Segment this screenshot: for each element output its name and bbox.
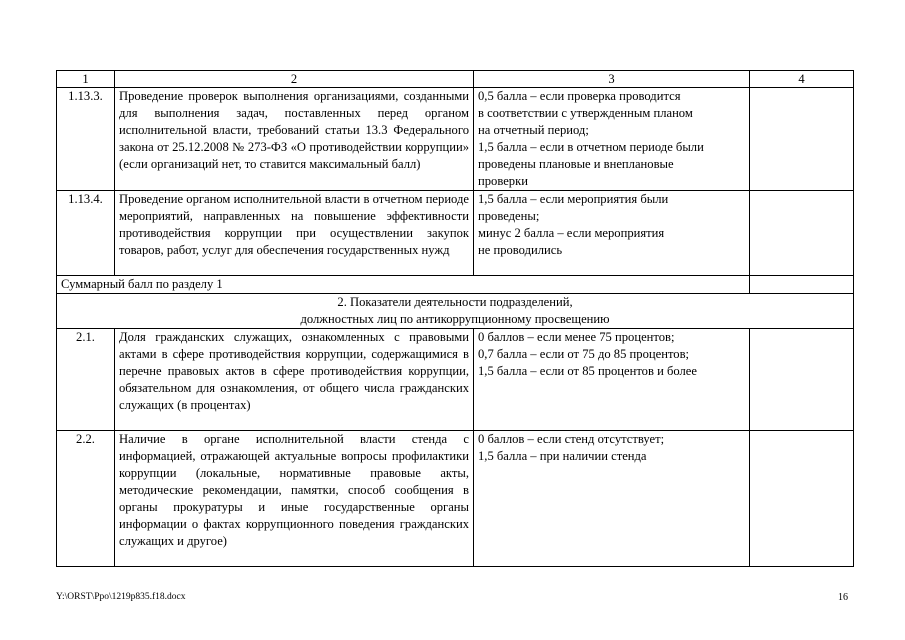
score-line: 0,7 балла – если от 75 до 85 процентов; xyxy=(478,347,690,361)
score-criteria xyxy=(474,329,750,431)
score-line: не проводились xyxy=(478,243,563,257)
summary-value-cell xyxy=(750,276,854,294)
indicator-description: Проведение проверок выполнения организациями, созданными для выполнения задач, поставленных перед органом исполнительной власти, требований статьи 13.3 Федерального закона от 25.12.2008 № 273-ФЗ «О противодействии коррупции» (если организаций нет, то ставится максимальный балл) xyxy=(115,88,474,191)
score-line: 0,5 балла – если проверка проводится xyxy=(478,89,681,103)
document-file-path: Y:\ORST\Ppo\1219p835.f18.docx xyxy=(56,592,186,602)
scoring-table xyxy=(56,70,854,567)
score-line: 1,5 балла – если от 85 процентов и более xyxy=(478,364,697,378)
summary-label: Суммарный балл по разделу 1 xyxy=(57,276,750,294)
score-criteria xyxy=(474,191,750,276)
section-heading-line: должностных лиц по антикоррупционному просвещению xyxy=(300,312,610,326)
score-line: 1,5 балла – при наличии стенда xyxy=(478,449,647,463)
score-value-cell xyxy=(750,431,854,567)
score-value-cell xyxy=(750,329,854,431)
score-criteria xyxy=(474,88,750,191)
score-line: в соответствии с утвержденным планом xyxy=(478,106,693,120)
table-row xyxy=(57,191,854,276)
score-line: проведены; xyxy=(478,209,540,223)
table-row xyxy=(57,329,854,431)
row-number: 1.13.4. xyxy=(57,191,115,276)
header-col-4: 4 xyxy=(750,71,854,88)
page-number: 16 xyxy=(838,592,848,603)
summary-row xyxy=(57,276,854,294)
score-line: 0 баллов – если стенд отсутствует; xyxy=(478,432,665,446)
score-line: на отчетный период; xyxy=(478,123,589,137)
table-row xyxy=(57,88,854,191)
score-value-cell xyxy=(750,191,854,276)
header-col-2: 2 xyxy=(115,71,474,88)
score-line: проверки xyxy=(478,174,528,188)
score-criteria xyxy=(474,431,750,567)
table-header-row xyxy=(57,71,854,88)
score-line: 0 баллов – если менее 75 процентов; xyxy=(478,330,675,344)
header-col-1: 1 xyxy=(57,71,115,88)
section-heading-line: 2. Показатели деятельности подразделений, xyxy=(337,295,573,309)
score-line: минус 2 балла – если мероприятия xyxy=(478,226,665,240)
table-row xyxy=(57,431,854,567)
indicator-description: Доля гражданских служащих, ознакомленных с правовыми актами в сфере противодействия коррупции, содержащимися в перечне правовых актов в сфере противодействия коррупции, обязательном для ознакомления, от общего числа гражданских служащих (в процентах) xyxy=(115,329,474,431)
score-line: 1,5 балла – если в отчетном периоде были xyxy=(478,140,704,154)
indicator-description: Проведение органом исполнительной власти в отчетном периоде мероприятий, направленных на повышение эффективности противодействия коррупции при осуществлении закупок товаров, работ, услуг для обеспечения государственных нужд xyxy=(115,191,474,276)
section-heading xyxy=(57,294,854,329)
score-value-cell xyxy=(750,88,854,191)
row-number: 1.13.3. xyxy=(57,88,115,191)
indicator-description: Наличие в органе исполнительной власти стенда с информацией, отражающей актуальные вопросы профилактики коррупции (локальные, нормативные правовые акты, методические рекомендации, памятки, способ сообщения в органы прокуратуры и иные государственные органы информации о фактах коррупционного поведения гражданских служащих и другое) xyxy=(115,431,474,567)
row-number: 2.2. xyxy=(57,431,115,567)
score-line: проведены плановые и внеплановые xyxy=(478,157,674,171)
section-heading-row xyxy=(57,294,854,329)
header-col-3: 3 xyxy=(474,71,750,88)
row-number: 2.1. xyxy=(57,329,115,431)
score-line: 1,5 балла – если мероприятия были xyxy=(478,192,669,206)
